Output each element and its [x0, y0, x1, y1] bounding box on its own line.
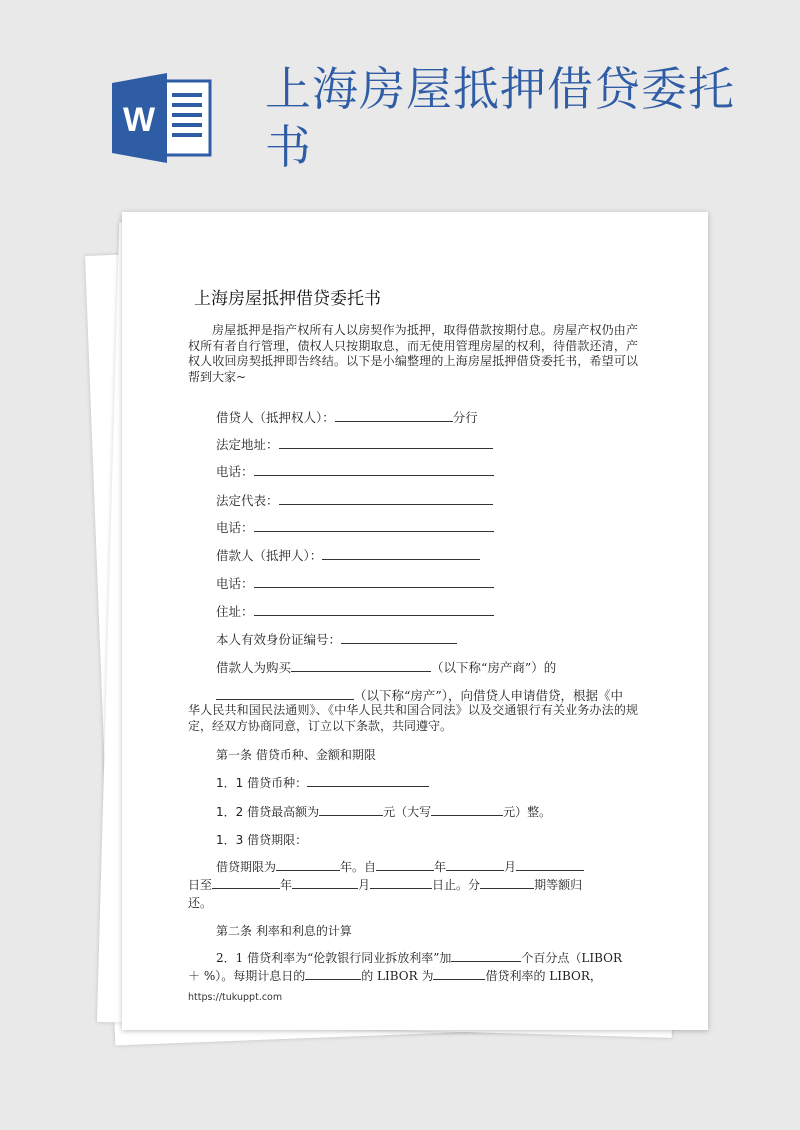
purchase-line: （以下称“房产”），向借贷人申请借贷，根据《中: [216, 686, 623, 704]
blank-line[interactable]: [335, 410, 453, 422]
blank-line[interactable]: [516, 859, 584, 871]
section-heading: 第一条 借贷币种、金额和期限: [216, 748, 376, 762]
blank-line[interactable]: [292, 877, 358, 889]
blank-line[interactable]: [433, 968, 485, 980]
phone-field: 电话：: [216, 518, 494, 536]
blank-line[interactable]: [254, 520, 494, 532]
document-title: 上海房屋抵押借贷委托书: [194, 289, 381, 309]
borrower-field: 借款人（抵押人）：: [216, 546, 480, 564]
term-line: 还。: [188, 896, 213, 910]
blank-line[interactable]: [451, 950, 521, 962]
clause-currency: 1．1 借贷币种：: [216, 774, 429, 791]
blank-line[interactable]: [446, 859, 504, 871]
blank-line[interactable]: [322, 548, 480, 560]
blank-line[interactable]: [212, 877, 280, 889]
blank-line[interactable]: [216, 688, 354, 700]
blank-line[interactable]: [431, 804, 503, 816]
purchase-line: 借款人为购买 （以下称“房产商”）的: [216, 660, 557, 675]
document-page: [122, 212, 708, 1030]
blank-line[interactable]: [305, 968, 361, 980]
blank-line[interactable]: [341, 632, 457, 644]
word-document-icon: [112, 73, 212, 163]
page-title: 上海房屋抵押借贷委托书: [265, 62, 735, 174]
blank-line[interactable]: [279, 493, 493, 505]
representative-field: 法定代表：: [216, 491, 493, 509]
blank-line[interactable]: [307, 775, 429, 787]
footer-url[interactable]: https://tukuppt.com: [188, 992, 283, 1003]
section-heading: 第二条 利率和利息的计算: [216, 924, 352, 938]
term-line: 日至 年 月 日止。分 期等额归: [188, 878, 583, 892]
blank-line[interactable]: [279, 437, 493, 449]
intro-paragraph: 房屋抵押是指产权所有人以房契作为抵押，取得借款按期付息。房屋产权仍由产权所有者自行管理，债权人只按期取息，而无使用管理房屋的权利，待借款还清，产权人收回房契抵押即告终结。以下是小编整理的上海房屋抵押借贷委托书，希望可以帮到大家~: [188, 323, 638, 384]
blank-line[interactable]: [319, 804, 383, 816]
phone-field: 电话：: [216, 462, 494, 480]
lender-field: 借贷人（抵押权人）： 分行: [216, 410, 478, 425]
blank-line[interactable]: [376, 859, 434, 871]
blank-line[interactable]: [254, 604, 494, 616]
address-field: 法定地址：: [216, 435, 493, 453]
purchase-paragraph: 华人民共和国民法通则》、《中华人民共和国合同法》以及交通银行有关业务办法的规定，经双方协商同意，订立以下条款，共同遵守。: [188, 703, 638, 733]
clause-term: 1．3 借贷期限：: [216, 833, 308, 847]
blank-line[interactable]: [254, 576, 494, 588]
clause-interest: ＋ %）。每期计息日的 的 LIBOR 为 借贷利率的 LIBOR，: [188, 969, 602, 983]
clause-amount: 1．2 借贷最高额为 元（大写 元）整。: [216, 805, 552, 819]
phone-field: 电话：: [216, 574, 494, 592]
residence-field: 住址：: [216, 602, 494, 620]
term-line: 借贷期限为 年。自 年 月: [216, 858, 584, 875]
blank-line[interactable]: [291, 660, 431, 672]
blank-line[interactable]: [480, 877, 534, 889]
id-number-field: 本人有效身份证编号：: [216, 630, 457, 648]
clause-interest: 2．1 借贷利率为“伦敦银行同业拆放利率”加 个百分点（LIBOR: [216, 951, 622, 965]
blank-line[interactable]: [276, 859, 340, 871]
svg-text:W: W: [122, 101, 156, 139]
blank-line[interactable]: [254, 464, 494, 476]
blank-line[interactable]: [370, 877, 432, 889]
